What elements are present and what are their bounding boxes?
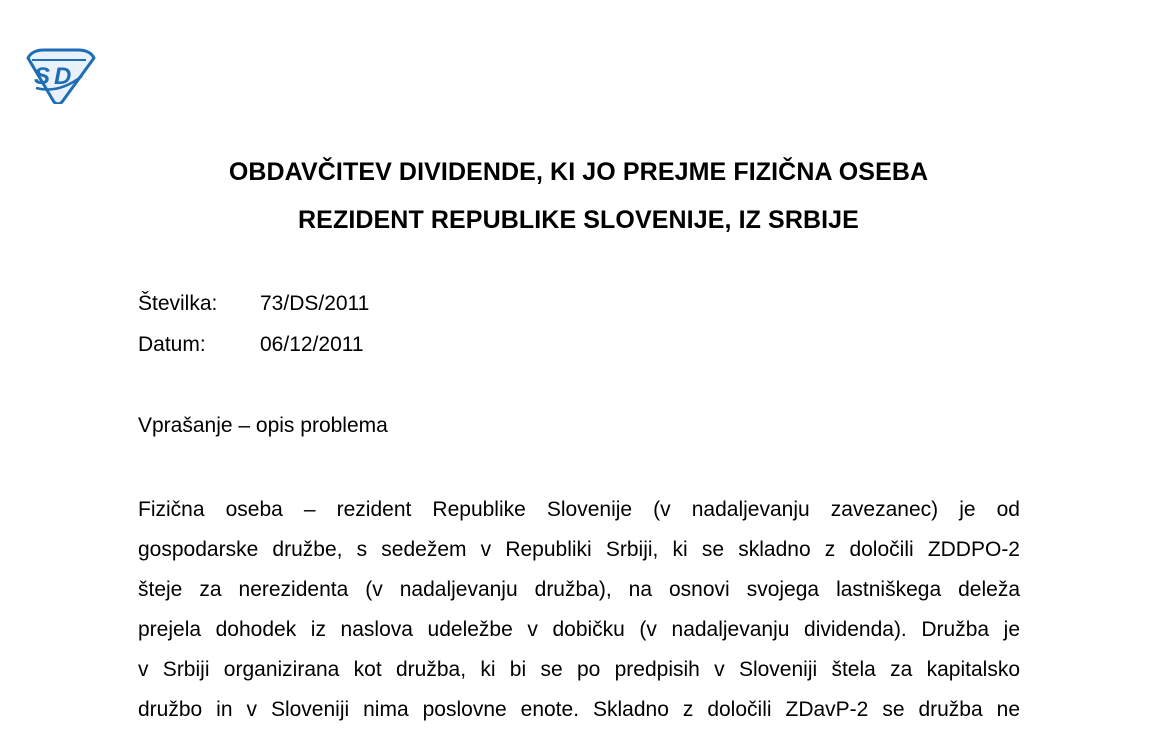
section-heading: Vprašanje – opis problema xyxy=(138,414,388,437)
date-label: Datum: xyxy=(138,333,206,356)
document-title-line-2: REZIDENT REPUBLIKE SLOVENIJE, IZ SRBIJE xyxy=(298,206,859,234)
number-value: 73/DS/2011 xyxy=(260,292,370,315)
number-label: Številka: xyxy=(138,292,218,315)
number-row xyxy=(138,292,369,316)
paragraph-line: gospodarske družbe, s sedežem v Republiki Srbiji, ki se skladno z določili ZDDPO-2 xyxy=(138,538,1020,561)
paragraph-line: družbo in v Sloveniji nima poslovne enote. Skladno z določili ZDavP-2 se družba ne xyxy=(138,698,1020,721)
document-title-line-1: OBDAVČITEV DIVIDENDE, KI JO PREJME FIZIČNA OSEBA xyxy=(228,158,929,186)
paragraph-line: prejela dohodek iz naslova udeležbe v dobičku (v nadaljevanju dividenda). Družba je xyxy=(138,618,1020,641)
paragraph-line: šteje za nerezidenta (v nadaljevanju družba), na osnovi svojega lastniškega deleža xyxy=(138,578,1020,601)
sd-logo-icon xyxy=(22,48,96,104)
svg-text:D: D xyxy=(54,63,72,90)
svg-text:S: S xyxy=(34,63,51,90)
body-paragraph xyxy=(138,490,1020,730)
paragraph-line: v Srbiji organizirana kot družba, ki bi se po predpisih v Sloveniji štela za kapitalsko xyxy=(138,658,1020,681)
date-row xyxy=(138,333,364,357)
paragraph-line: Fizična oseba – rezident Republike Slovenije (v nadaljevanju zavezanec) je od xyxy=(138,498,1020,521)
date-value: 06/12/2011 xyxy=(260,333,364,356)
